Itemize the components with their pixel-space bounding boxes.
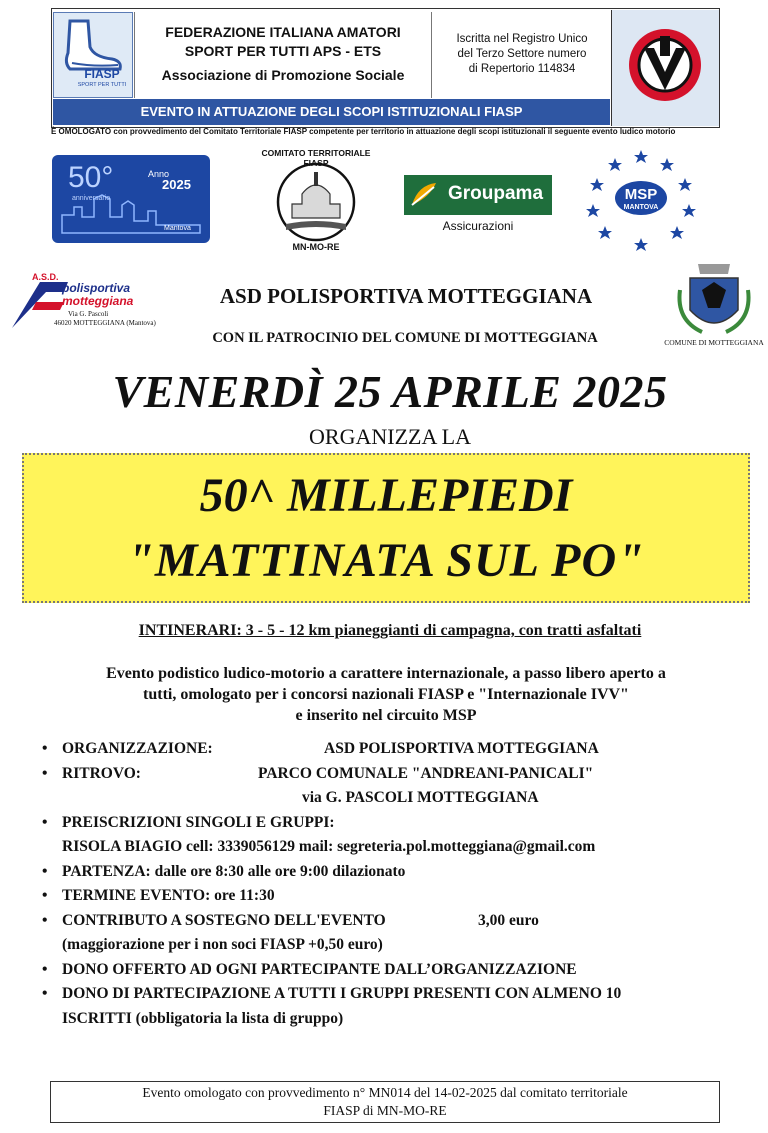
- dono2-line1: DONO DI PARTECIPAZIONE A TUTTI I GRUPPI PRESENTI CON ALMENO 10: [62, 985, 622, 1002]
- anniversary-50-logo: [52, 155, 210, 243]
- federation-name-block: [134, 12, 432, 98]
- msp-logo: [585, 146, 697, 252]
- ritrovo-value: PARCO COMUNALE "ANDREANI-PANICALI": [258, 764, 594, 782]
- groupama-logo: [404, 175, 552, 215]
- detail-partenza: [40, 860, 760, 885]
- contributo-label: CONTRIBUTO A SOSTEGNO DELL'EVENTO: [62, 911, 386, 929]
- federation-name-line1: FEDERAZIONE ITALIANA AMATORI: [165, 24, 401, 40]
- bullet: •: [42, 813, 48, 831]
- contributo-value: 3,00 euro: [478, 911, 539, 929]
- event-name-line1: 50^ MILLEPIEDI: [199, 469, 573, 522]
- itinerari-label: INTINERARI: [138, 622, 237, 639]
- ritrovo-label: RITROVO:: [62, 764, 141, 782]
- msp-city: MANTOVA: [623, 204, 659, 211]
- club-address-2: 46020 MOTTEGGIANA (Mantova): [54, 319, 156, 327]
- club-name-1: polisportiva: [62, 281, 131, 295]
- preiscrizioni-contact: RISOLA BIAGIO cell: 3339056129 mail: segreteria.pol.motteggiana@gmail.com: [62, 838, 596, 855]
- detail-dono2: [40, 982, 760, 1007]
- itinerari-line: [40, 622, 740, 640]
- committee-logo: [262, 148, 370, 256]
- committee-code: MN-MO-RE: [292, 242, 340, 252]
- footer-box: [50, 1081, 720, 1123]
- ivv-emblem-icon: [612, 10, 718, 124]
- groupama-leaf-icon: [404, 175, 444, 215]
- organizzazione-label: ORGANIZZAZIONE:: [62, 740, 213, 757]
- club-name-2: motteggiana: [62, 294, 134, 308]
- organizzazione-value: ASD POLISPORTIVA MOTTEGGIANA: [324, 740, 599, 757]
- registry-line1: Iscritta nel Registro Unico: [456, 33, 588, 45]
- detail-organizzazione: [40, 737, 760, 762]
- patronage-line: CON IL PATROCINIO DEL COMUNE DI MOTTEGGIANA: [212, 330, 598, 346]
- detail-ritrovo: [40, 762, 760, 787]
- registry-info: [434, 12, 610, 98]
- bullet: •: [42, 960, 48, 978]
- detail-dono2-cont: [40, 1007, 760, 1032]
- comune-shield-icon: [668, 260, 760, 340]
- detail-dono1: [40, 958, 760, 983]
- footer-line2: FIASP di MN-MO-RE: [323, 1103, 447, 1118]
- registry-line3: di Repertorio 114834: [468, 63, 576, 75]
- description-line2: tutti, omologato per i concorsi nazionali FIASP e "Internazionale IVV": [143, 686, 629, 703]
- ivv-logo: [611, 10, 719, 126]
- footer-line1: Evento omologato con provvedimento n° MN014 del 14-02-2025 dal comitato territoriale: [142, 1085, 628, 1100]
- dono2-line2: ISCRITTI (obbligatoria la lista di gruppo): [62, 1009, 344, 1027]
- detail-contributo: [40, 909, 760, 934]
- anniversary-number: 50°: [68, 161, 114, 194]
- comune-label: COMUNE DI MOTTEGGIANA: [664, 338, 764, 347]
- bullet: •: [42, 985, 48, 1002]
- anniversary-year-label: Anno: [148, 169, 170, 179]
- fiasp-logo-text: FIASP: [84, 67, 120, 81]
- detail-preiscrizioni-contact: [40, 835, 760, 860]
- bullet: •: [42, 740, 48, 757]
- contributo-note: (maggiorazione per i non soci FIASP +0,50 euro): [62, 936, 383, 953]
- club-address-1: Via G. Pascoli: [68, 310, 109, 318]
- termine-text: TERMINE EVENTO: ore 11:30: [62, 887, 275, 904]
- itinerari-text: : 3 - 5 - 12 km pianeggianti di campagna, con tratti asfaltati: [236, 622, 642, 639]
- event-description: [36, 663, 736, 726]
- msp-name: MSP: [624, 186, 658, 203]
- anniversary-city: Mantova: [164, 225, 191, 232]
- anniversary-word: anniversario: [72, 195, 111, 202]
- comune-crest: [664, 260, 764, 350]
- bullet: •: [42, 911, 48, 929]
- event-details-list: [40, 737, 760, 1031]
- event-date: VENERDÌ 25 APRILE 2025: [112, 366, 668, 417]
- description-line3: e inserito nel circuito MSP: [295, 707, 477, 724]
- fiasp-logo-subtitle: SPORT PER TUTTI: [77, 82, 127, 88]
- detail-contributo-note: [40, 933, 760, 958]
- bullet: •: [42, 764, 48, 782]
- asd-label: A.S.D.: [32, 272, 59, 282]
- detail-termine: [40, 884, 760, 909]
- description-line1: Evento podistico ludico-motorio a carattere internazionale, a passo libero aperto a: [106, 665, 666, 682]
- dono1-text: DONO OFFERTO AD OGNI PARTECIPANTE DALL’ORGANIZZAZIONE: [62, 960, 577, 978]
- groupama-subtitle: Assicurazioni: [442, 219, 514, 233]
- omologation-note: È OMOLOGATO con provvedimento del Comitato Territoriale FIASP competente per territorio in attuazione degli scopi istituzionali il seguente evento ludico motorio: [51, 127, 676, 136]
- partenza-text: PARTENZA: dalle ore 8:30 alle ore 9:00 dilazionato: [62, 862, 406, 880]
- preiscrizioni-label: PREISCRIZIONI SINGOLI E GRUPPI:: [62, 813, 335, 831]
- fiasp-logo: [53, 12, 133, 98]
- detail-preiscrizioni: [40, 811, 760, 836]
- anniversary-year: 2025: [162, 177, 191, 192]
- federation-name-line2: SPORT PER TUTTI APS - ETS: [184, 43, 382, 59]
- organizza-line: ORGANIZZA LA: [309, 424, 471, 449]
- event-name-line2: "MATTINATA SUL PO": [127, 534, 645, 587]
- registry-line2: del Terzo Settore numero: [457, 48, 587, 60]
- ritrovo-address: via G. PASCOLI MOTTEGGIANA: [302, 789, 539, 806]
- bullet: •: [42, 862, 48, 880]
- organizer-title: ASD POLISPORTIVA MOTTEGGIANA: [219, 284, 593, 308]
- detail-ritrovo-address: [40, 786, 760, 811]
- bullet: •: [42, 887, 48, 904]
- committee-text: COMITATO TERRITORIALE FIASP: [261, 148, 371, 168]
- institutional-event-bar: EVENTO IN ATTUAZIONE DEGLI SCOPI ISTITUZIONALI FIASP: [53, 99, 610, 125]
- polisportiva-logo: [10, 272, 160, 334]
- federation-type-line: Associazione di Promozione Sociale: [161, 67, 405, 83]
- groupama-name: Groupama: [448, 183, 544, 204]
